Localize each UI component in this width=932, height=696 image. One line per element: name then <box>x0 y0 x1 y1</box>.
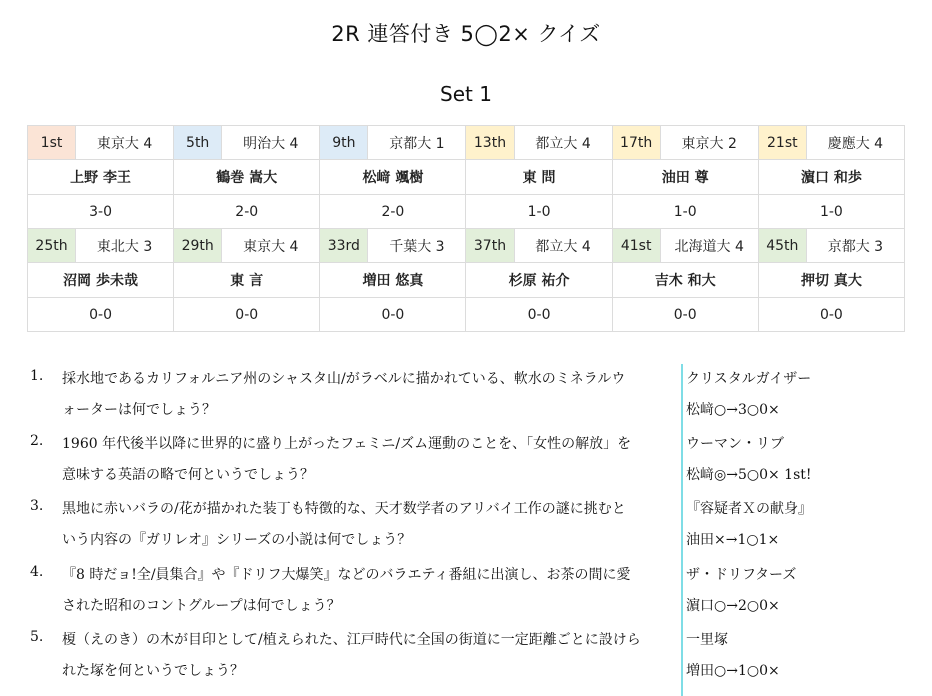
player-rank: 37th <box>466 229 514 263</box>
player-name: 東 言 <box>174 263 320 298</box>
player-rank: 25th <box>28 229 76 263</box>
player-score: 0-0 <box>28 298 174 332</box>
player-rank: 41st <box>612 229 660 263</box>
answer-text: 『容疑者Ｘの献身』 <box>686 501 812 517</box>
player-score: 1-0 <box>466 195 612 229</box>
player-name: 増田 悠真 <box>320 263 466 298</box>
player-name-row <box>28 263 905 298</box>
question-text-line1: 『8 時だョ!全/員集合』や『ドリフ大爆笑』などのバラエティ番組に出演し、お茶の間に愛 <box>62 567 631 583</box>
question-text-line1: 1960 年代後半以降に世界的に盛り上がったフェミニ/ズム運動のことを、「女性の解放」を <box>62 436 632 452</box>
question-text-line2: 意味する英語の略で何というでしょう？ <box>62 467 314 483</box>
result-text: 油田×→1○1× <box>686 532 780 548</box>
player-rank: 13th <box>466 126 514 160</box>
player-rank: 21st <box>758 126 806 160</box>
page-title: 2R 連答付き 5◯2× クイズ <box>331 22 601 46</box>
player-name: 油田 尊 <box>612 160 758 195</box>
result-text: 濵口○→2○0× <box>686 598 780 614</box>
players-table <box>27 125 905 332</box>
player-score-row <box>28 195 905 229</box>
result-text: 増田○→1○0× <box>686 663 780 679</box>
player-school: 京都大 1 <box>368 126 466 160</box>
player-school: 京都大 3 <box>806 229 904 263</box>
player-score: 0-0 <box>466 298 612 332</box>
player-rank: 33rd <box>320 229 368 263</box>
player-score: 0-0 <box>612 298 758 332</box>
question-text-line1: 黒地に赤いバラの/花が描かれた装丁も特徴的な、天才数学者のアリバイ工作の謎に挑むと <box>62 501 626 517</box>
player-name: 松﨑 颯樹 <box>320 160 466 195</box>
player-rank: 9th <box>320 126 368 160</box>
answer-text: ザ・ドリフターズ <box>686 567 797 583</box>
question-text-line1: 榎（えのき）の木が目印として/植えられた、江戸時代に全国の街道に一定距離ごとに設けら <box>62 632 641 648</box>
player-score: 0-0 <box>174 298 320 332</box>
player-name: 沼岡 歩未哉 <box>28 263 174 298</box>
player-name: 杉原 祐介 <box>466 263 612 298</box>
player-school: 東京大 4 <box>76 126 174 160</box>
player-school: 千葉大 3 <box>368 229 466 263</box>
answer-divider <box>681 364 683 696</box>
player-rank: 5th <box>174 126 222 160</box>
player-score: 0-0 <box>758 298 904 332</box>
player-school: 明治大 4 <box>222 126 320 160</box>
player-score: 2-0 <box>174 195 320 229</box>
player-school: 都立大 4 <box>514 126 612 160</box>
player-score: 1-0 <box>612 195 758 229</box>
question-number: 3. <box>30 498 44 514</box>
player-score: 2-0 <box>320 195 466 229</box>
question-text-line2: ォーターは何でしょう？ <box>62 402 216 418</box>
player-rank: 45th <box>758 229 806 263</box>
question-text-line2: いう内容の『ガリレオ』シリーズの小説は何でしょう？ <box>62 532 412 548</box>
player-school: 北海道大 4 <box>660 229 758 263</box>
answer-text: クリスタルガイザー <box>686 371 812 387</box>
question-text-line1: 採水地であるカリフォルニア州のシャスタ山/がラベルに描かれている、軟水のミネラルウ <box>62 371 626 387</box>
set-title: Set 1 <box>440 82 492 106</box>
player-school: 東京大 4 <box>222 229 320 263</box>
player-info-row <box>28 229 905 263</box>
player-name: 押切 真大 <box>758 263 904 298</box>
player-rank: 17th <box>612 126 660 160</box>
answer-text: ウーマン・リブ <box>686 436 784 452</box>
player-name: 鶴巻 嵩大 <box>174 160 320 195</box>
question-text-line2: された昭和のコントグループは何でしょう？ <box>62 598 341 614</box>
player-score: 0-0 <box>320 298 466 332</box>
player-school: 東京大 2 <box>660 126 758 160</box>
player-name: 濵口 和歩 <box>758 160 904 195</box>
question-number: 2. <box>30 433 44 449</box>
player-name: 吉木 和大 <box>612 263 758 298</box>
player-score-row <box>28 298 905 332</box>
result-text: 松﨑◎→5○0× 1st! <box>686 467 812 483</box>
question-number: 1. <box>30 368 44 384</box>
question-number: 5. <box>30 629 44 645</box>
player-name: 東 問 <box>466 160 612 195</box>
question-text-line2: れた塚を何というでしょう？ <box>62 663 244 679</box>
player-school: 東北大 3 <box>76 229 174 263</box>
player-name-row <box>28 160 905 195</box>
player-rank: 29th <box>174 229 222 263</box>
player-name: 上野 李王 <box>28 160 174 195</box>
result-text: 松﨑○→3○0× <box>686 402 780 418</box>
player-school: 慶應大 4 <box>806 126 904 160</box>
player-school: 都立大 4 <box>514 229 612 263</box>
question-number: 4. <box>30 564 44 580</box>
player-score: 3-0 <box>28 195 174 229</box>
player-rank: 1st <box>28 126 76 160</box>
player-info-row <box>28 126 905 160</box>
answer-text: 一里塚 <box>686 632 728 648</box>
player-score: 1-0 <box>758 195 904 229</box>
